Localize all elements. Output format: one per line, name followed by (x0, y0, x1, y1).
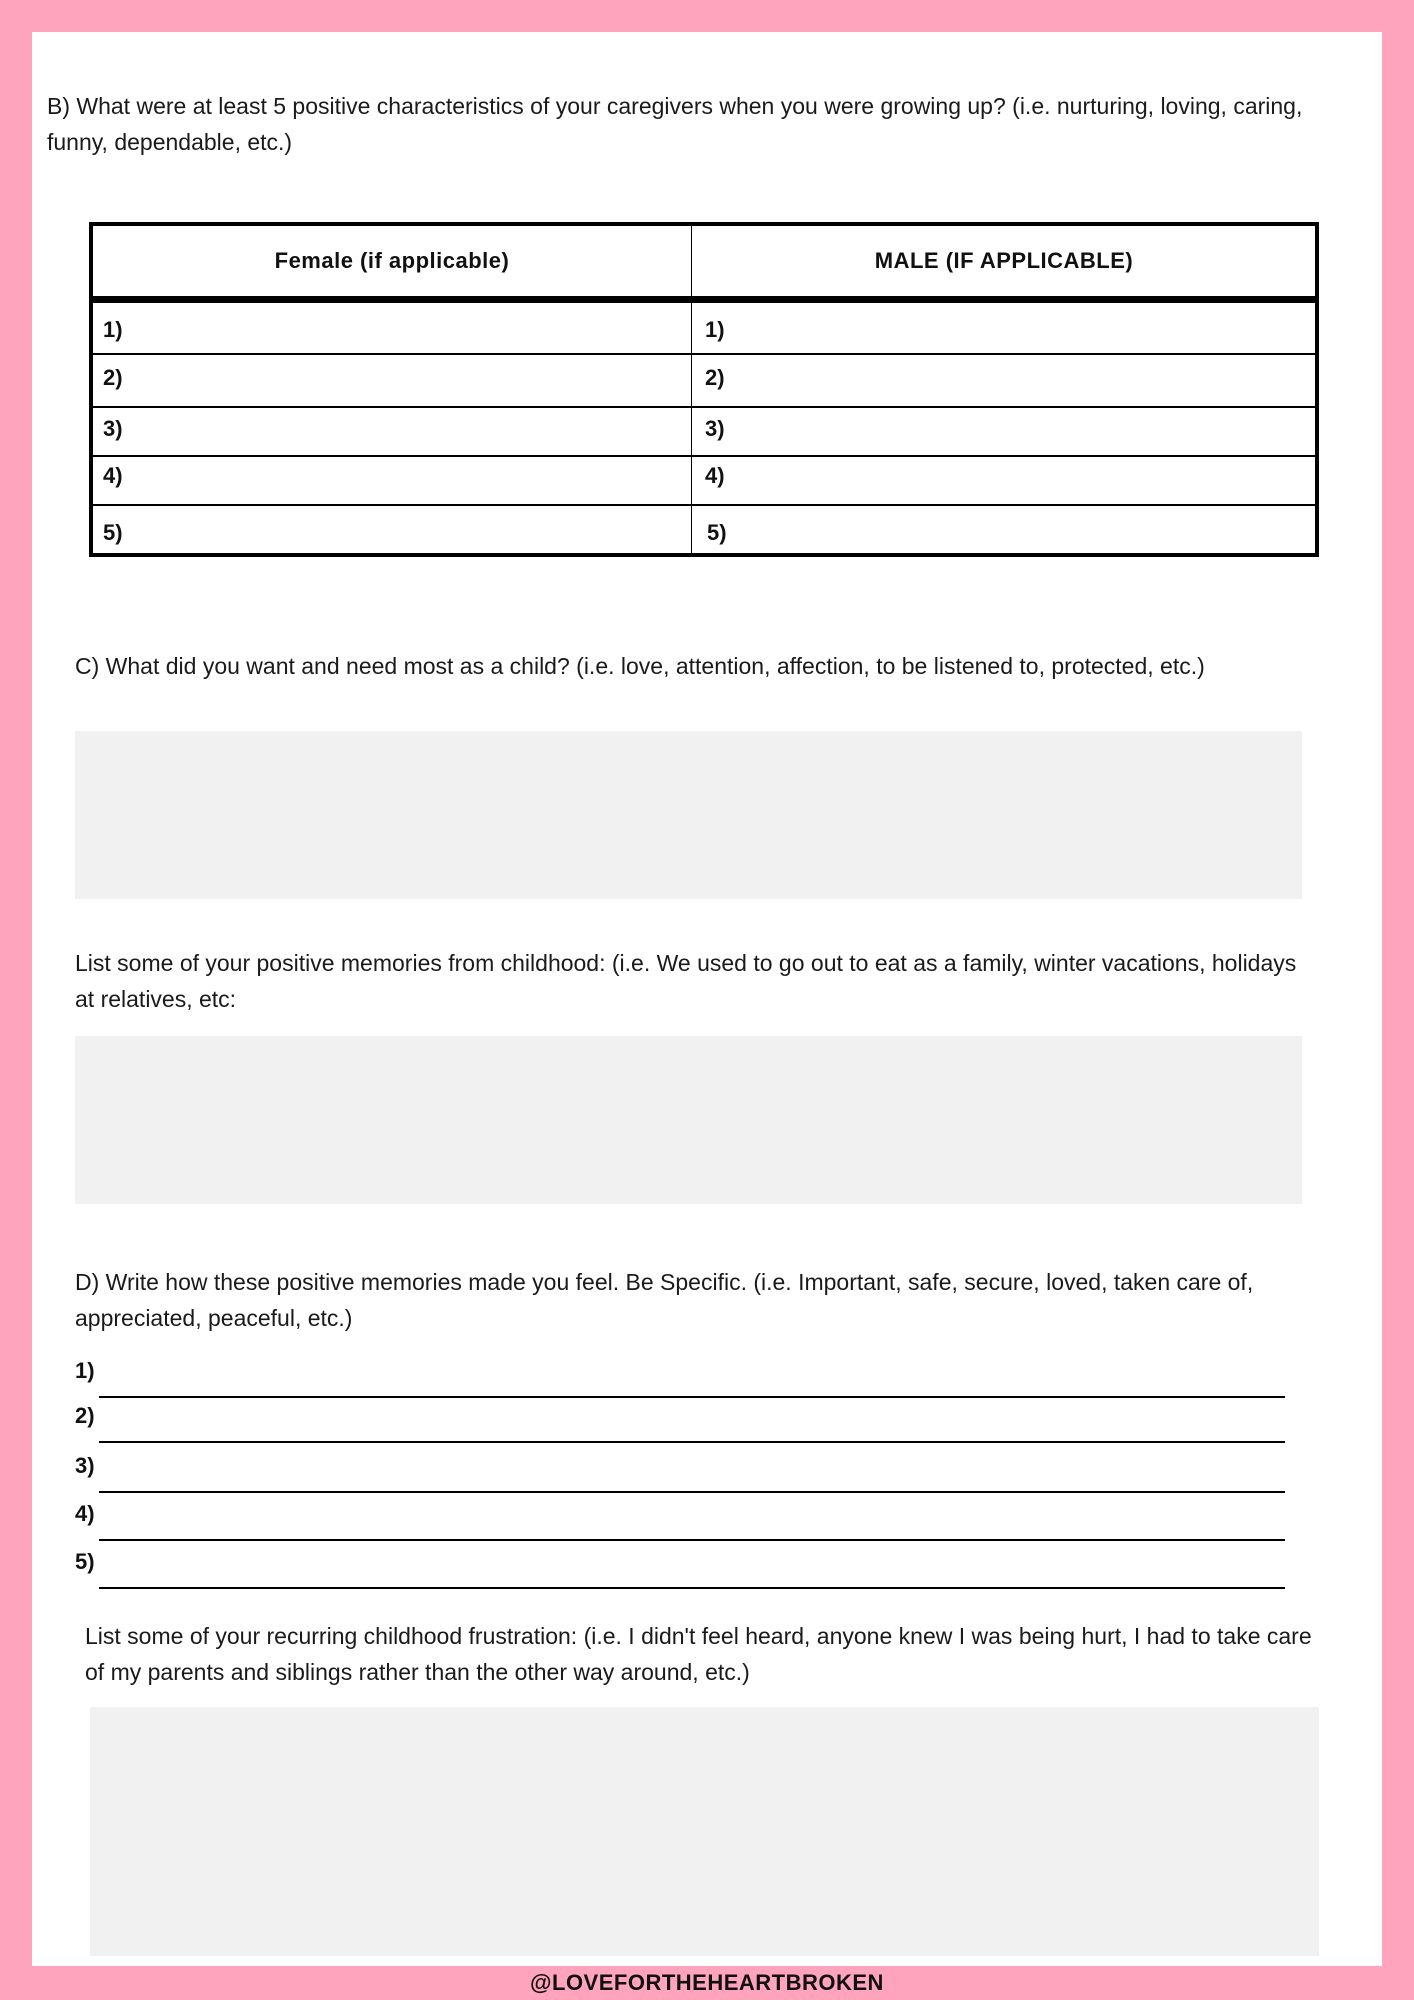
question-d: D) Write how these positive memories made you feel. Be Specific. (i.e. Important, safe, secure, loved, taken care of, appreciated, peaceful, etc.) (75, 1269, 1254, 1331)
line-label-2: 2) (75, 1403, 95, 1428)
table-row[interactable] (93, 303, 1315, 355)
table-header (93, 226, 1315, 303)
female-label-4: 4) (103, 463, 123, 488)
feeling-line-5[interactable] (75, 1549, 1285, 1589)
question-c: C) What did you want and need most as a child? (i.e. love, attention, affection, to be listened to, protected, etc.) (75, 653, 1205, 679)
answer-box-memories[interactable] (75, 1036, 1302, 1204)
feeling-line-4[interactable] (75, 1501, 1285, 1541)
line-label-3: 3) (75, 1453, 95, 1478)
female-label-5: 5) (103, 520, 123, 545)
table-row[interactable] (93, 355, 1315, 408)
line-label-1: 1) (75, 1358, 95, 1383)
answer-box-frustrations[interactable] (90, 1707, 1319, 1956)
answer-line (99, 1441, 1285, 1443)
question-frustrations: List some of your recurring childhood frustration: (i.e. I didn't feel heard, anyone knew I was being hurt, I had to take care of my parents and siblings rather than the other way around, etc.) (85, 1623, 1312, 1685)
male-label-2: 2) (705, 365, 725, 390)
feeling-line-3[interactable] (75, 1453, 1285, 1493)
header-female: Female (if applicable) (274, 248, 510, 273)
female-label-3: 3) (103, 416, 123, 441)
feeling-line-2[interactable] (75, 1403, 1285, 1443)
table-row[interactable] (93, 457, 1315, 506)
male-label-5: 5) (707, 520, 727, 545)
header-male: MALE (IF APPLICABLE) (874, 248, 1134, 273)
answer-line (99, 1396, 1285, 1398)
male-label-1: 1) (705, 317, 725, 342)
male-label-3: 3) (705, 416, 725, 441)
table-row[interactable] (93, 408, 1315, 457)
female-label-2: 2) (103, 365, 123, 390)
answer-line (99, 1539, 1285, 1541)
footer-handle: @LOVEFORTHEHEARTBROKEN (530, 1970, 884, 1995)
question-memories: List some of your positive memories from childhood: (i.e. We used to go out to eat as a family, winter vacations, holidays at relatives, etc: (75, 950, 1297, 1012)
answer-line (99, 1491, 1285, 1493)
table-row[interactable] (93, 506, 1315, 557)
feeling-line-1[interactable] (75, 1358, 1285, 1398)
question-b: B) What were at least 5 positive characteristics of your caregivers when you were growing up? (i.e. nurturing, loving, caring, funny, dependable, etc.) (47, 93, 1303, 155)
male-label-4: 4) (705, 463, 725, 488)
line-label-4: 4) (75, 1501, 95, 1526)
answer-line (99, 1587, 1285, 1589)
female-label-1: 1) (103, 317, 123, 342)
line-label-5: 5) (75, 1549, 95, 1574)
caregiver-characteristics-table (89, 222, 1319, 557)
answer-box-c[interactable] (75, 731, 1302, 899)
